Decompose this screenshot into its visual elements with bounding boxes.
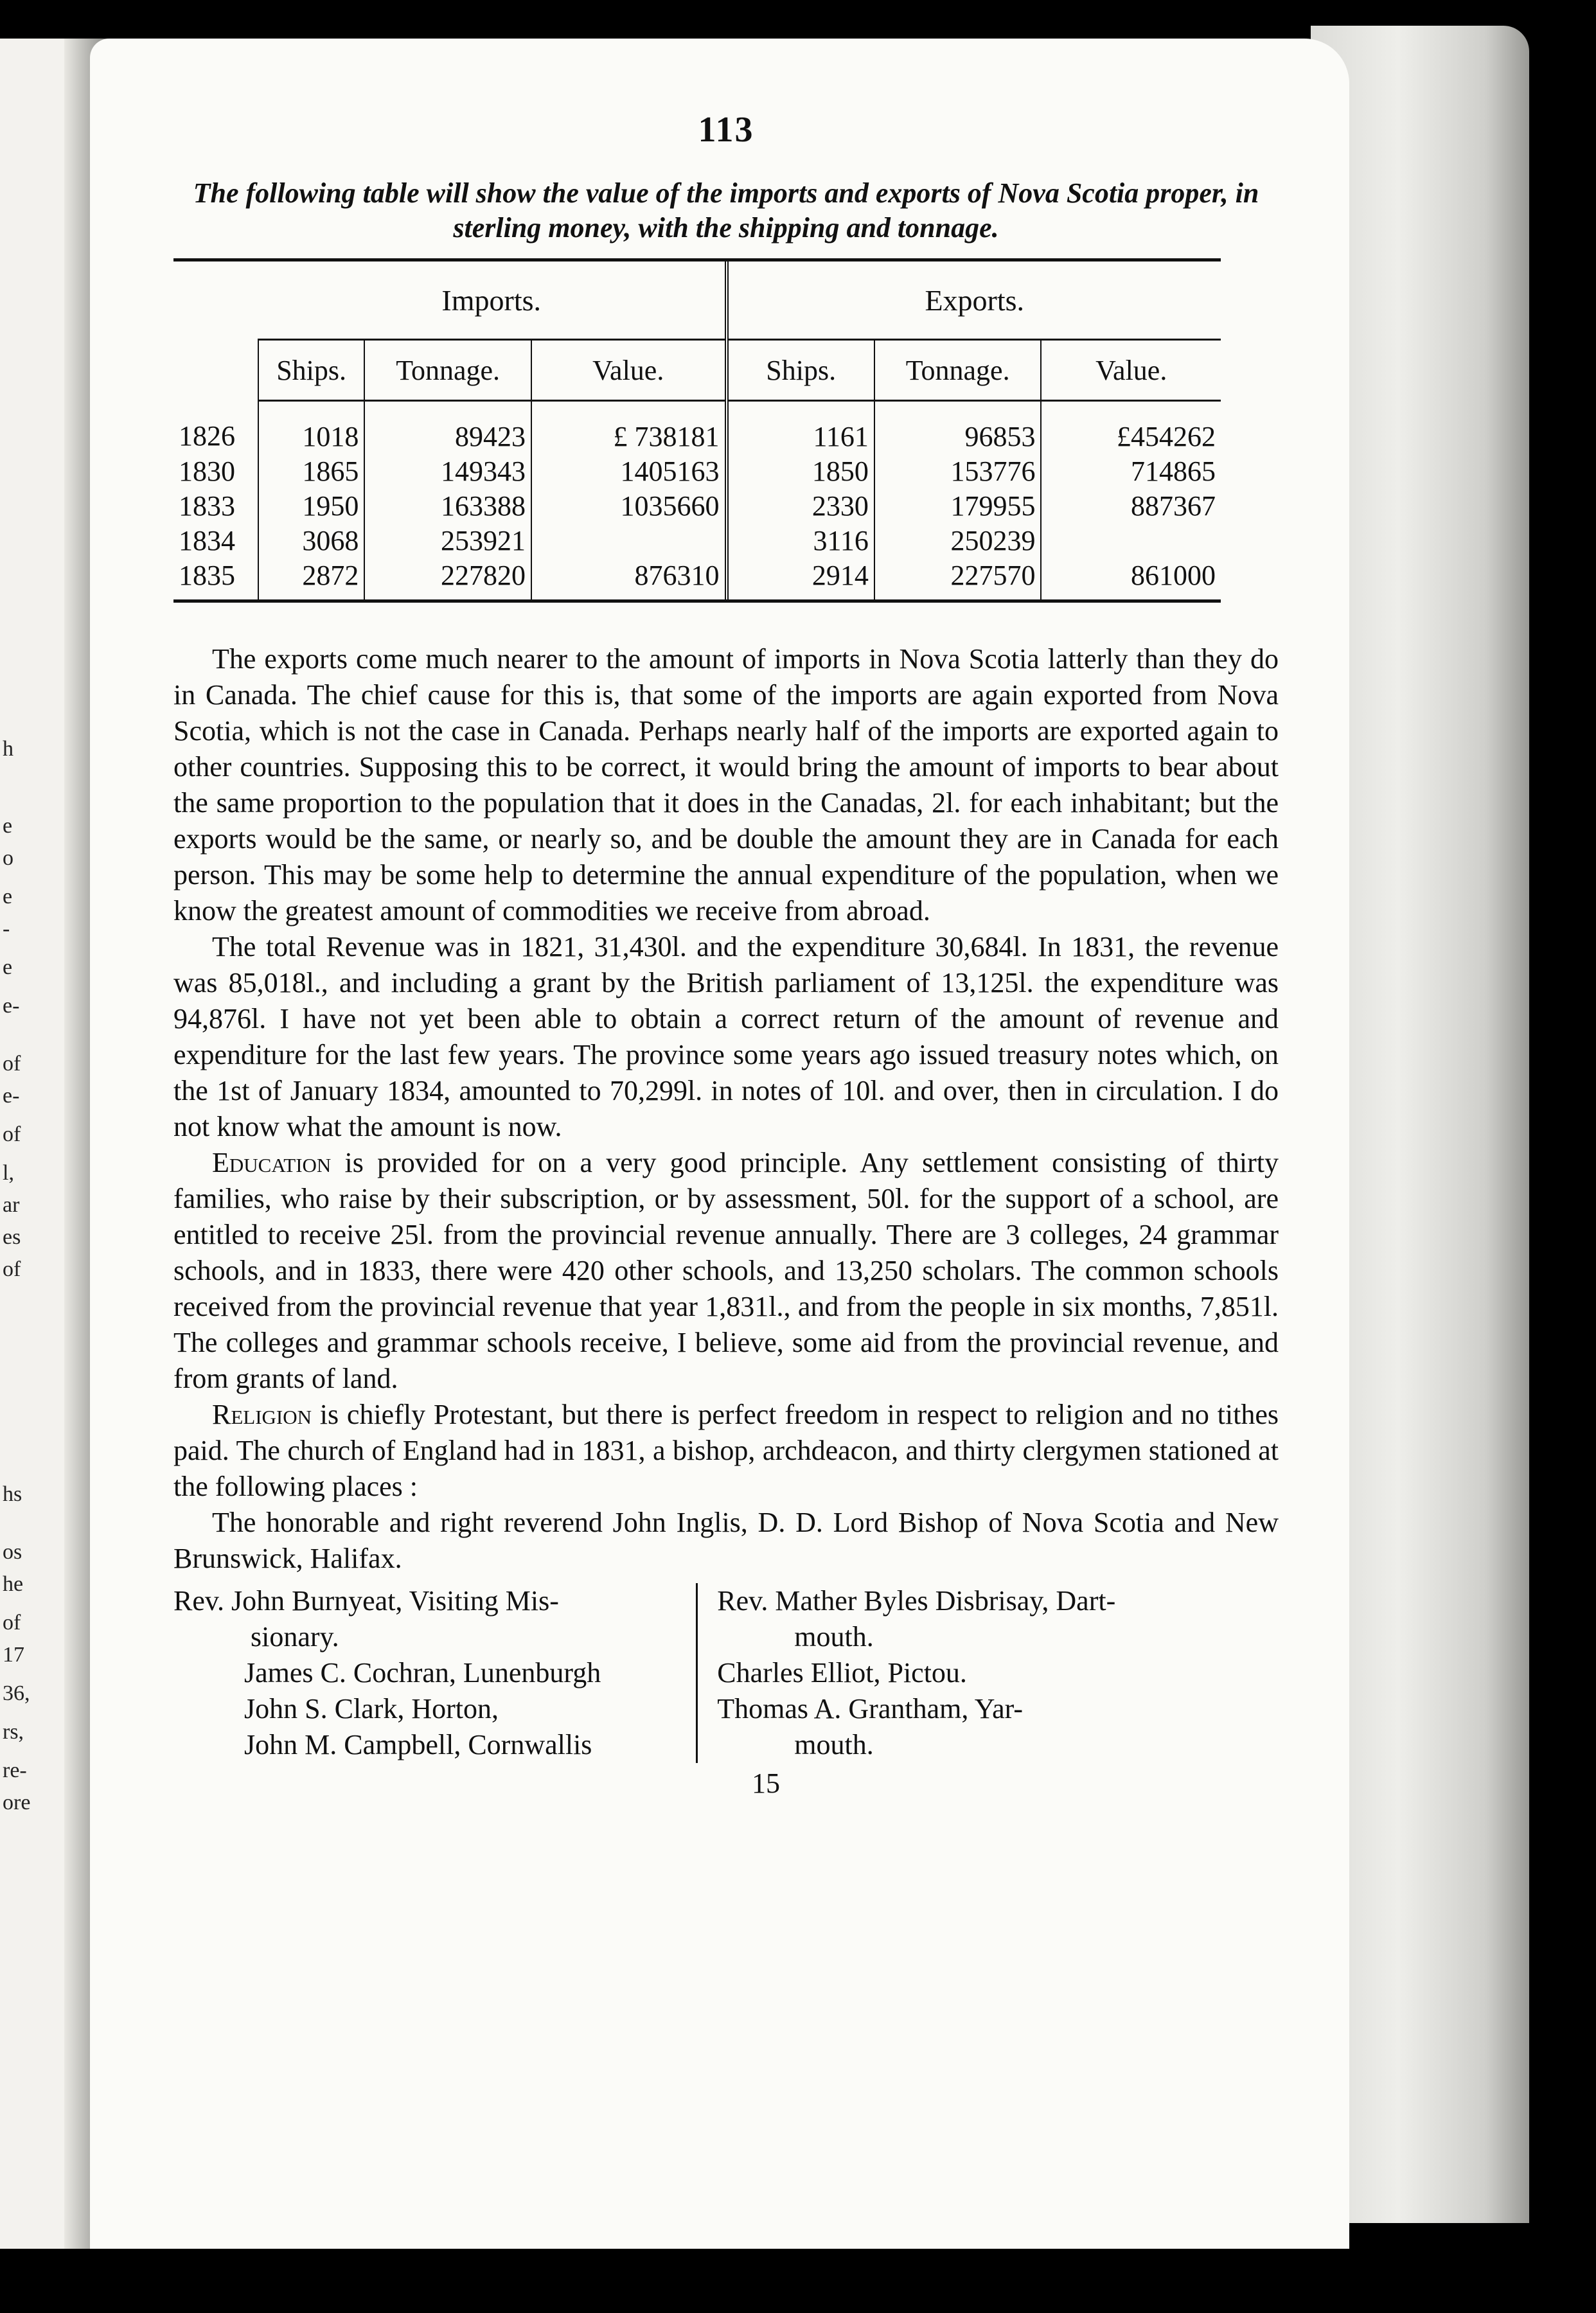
cell-year: 1830 — [179, 456, 235, 487]
cell-imp-ships: 2872 — [258, 558, 364, 599]
margin-fragment: e — [3, 885, 13, 908]
clergy-name-continued: mouth. — [794, 1621, 874, 1653]
clergy-name-continued: mouth. — [794, 1729, 874, 1760]
margin-fragment: l, — [3, 1161, 14, 1185]
exports-header: Exports. — [727, 261, 1221, 340]
col-imp-tonnage: Tonnage. — [364, 340, 531, 401]
cell-imp-value: 1035660 — [531, 489, 727, 524]
margin-fragment: rs, — [3, 1720, 24, 1744]
cell-exp-tonnage: 227570 — [874, 558, 1042, 599]
imports-header: Imports. — [441, 283, 542, 317]
cell-imp-value: 876310 — [531, 558, 727, 599]
margin-fragment: e- — [3, 1084, 20, 1108]
col-exp-ships: Ships. — [727, 340, 874, 401]
cell-imp-ships: 3068 — [258, 524, 364, 558]
table-group-header — [173, 261, 1221, 340]
cell-exp-ships: 1161 — [727, 401, 874, 455]
cell-exp-tonnage: 153776 — [874, 454, 1042, 489]
table-caption: The following table will show the value of the imports and exports of Nova Scotia proper, in sterling money, with the shipping and tonnage. — [193, 177, 1259, 244]
clergy-name-continued: sionary. — [251, 1621, 339, 1653]
margin-fragment: re- — [3, 1759, 27, 1782]
margin-fragment: ore — [3, 1791, 31, 1814]
cell-exp-value: 861000 — [1041, 558, 1221, 599]
margin-fragment: of — [3, 1257, 21, 1281]
page-content — [173, 109, 1279, 1800]
cell-imp-value: £ 738181 — [531, 401, 727, 455]
clergy-entry — [717, 1583, 1221, 1655]
cell-exp-ships: 2330 — [727, 489, 874, 524]
cell-imp-tonnage: 253921 — [364, 524, 531, 558]
table-row — [173, 401, 1221, 455]
cell-exp-ships: 2914 — [727, 558, 874, 599]
paragraph-religion — [173, 1397, 1279, 1505]
education-text: is provided for on a very good principle. Any settlement consisting of thirty families, who raise by their subscription, or by assessment, 50l. for the support of a school, are entitled to receive 25l. from the provincial revenue annually. There are 3 colleges, 24 grammar schools, and in 1833, there were 420 other schools, and 13,250 scholars. The common schools received from the provincial revenue that year 1,831l., and from the people in six months, 7,851l. The colleges and grammar schools receive, I believe, some aid from the provincial revenue, and from grants of land. — [173, 1147, 1279, 1394]
margin-fragment: of — [3, 1611, 21, 1635]
cell-imp-tonnage: 227820 — [364, 558, 531, 599]
margin-fragment: es — [3, 1225, 21, 1249]
margin-fragment: ar — [3, 1193, 20, 1217]
cell-exp-ships: 3116 — [727, 524, 874, 558]
margin-fragment: of — [3, 1122, 21, 1146]
clergy-entry — [173, 1727, 689, 1763]
margin-fragment: h — [3, 737, 13, 761]
cell-imp-tonnage: 163388 — [364, 489, 531, 524]
clergy-entry — [173, 1655, 689, 1691]
table-body — [173, 401, 1221, 600]
clergy-name: John S. Clark, Horton, — [244, 1693, 499, 1724]
margin-fragment: 17 — [3, 1643, 24, 1667]
clergy-entry — [717, 1691, 1221, 1763]
margin-fragment: hs — [3, 1482, 22, 1506]
margin-fragment: 36, — [3, 1681, 30, 1705]
margin-fragment: e — [3, 814, 13, 838]
table-row — [173, 489, 1221, 524]
cell-exp-ships: 1850 — [727, 454, 874, 489]
cell-exp-tonnage: 250239 — [874, 524, 1042, 558]
clergy-list-left — [173, 1583, 698, 1763]
cell-exp-tonnage: 96853 — [874, 401, 1042, 455]
clergy-entry — [173, 1691, 689, 1727]
cell-exp-tonnage: 179955 — [874, 489, 1042, 524]
cell-imp-ships: 1018 — [258, 401, 364, 455]
margin-fragment: os — [3, 1540, 22, 1564]
page-number: 113 — [698, 110, 754, 150]
trade-table — [173, 261, 1221, 599]
margin-fragment: he — [3, 1572, 24, 1596]
cell-exp-value: 714865 — [1041, 454, 1221, 489]
cell-exp-value: 887367 — [1041, 489, 1221, 524]
margin-fragment: - — [3, 917, 10, 941]
clergy-name: John M. Campbell, Cornwallis — [244, 1729, 592, 1760]
table-bottom-rule — [173, 599, 1221, 603]
clergy-name: James C. Cochran, Lunenburgh — [244, 1657, 601, 1688]
cell-imp-tonnage: 89423 — [364, 401, 531, 455]
education-lead: Education — [212, 1147, 332, 1178]
table-row — [173, 454, 1221, 489]
signature-mark: 15 — [752, 1768, 780, 1799]
religion-lead: Religion — [212, 1399, 312, 1430]
table-column-header — [173, 340, 1221, 401]
clergy-entry — [173, 1583, 689, 1655]
clergy-name: Rev. John Burnyeat, Visiting Mis- — [173, 1585, 559, 1617]
margin-fragment: o — [3, 846, 13, 870]
cell-imp-ships: 1865 — [258, 454, 364, 489]
margin-fragment: e- — [3, 994, 20, 1018]
paragraph-education — [173, 1145, 1279, 1397]
clergy-name: Charles Elliot, Pictou. — [717, 1657, 967, 1688]
cell-year: 1835 — [179, 560, 235, 591]
clergy-list — [173, 1583, 1221, 1763]
col-imp-value: Value. — [531, 340, 727, 401]
table-row — [173, 558, 1221, 599]
paragraph-bishop: The honorable and right reverend John Inglis, D. D. Lord Bishop of Nova Scotia and New Brunswick, Halifax. — [173, 1507, 1279, 1574]
body-text — [173, 641, 1279, 1577]
margin-fragment: of — [3, 1052, 21, 1076]
col-exp-value: Value. — [1041, 340, 1221, 401]
cell-imp-value: 1405163 — [531, 454, 727, 489]
col-exp-tonnage: Tonnage. — [874, 340, 1042, 401]
cell-year: 1826 — [179, 420, 235, 452]
cell-imp-ships: 1950 — [258, 489, 364, 524]
religion-text: is chiefly Protestant, but there is perfect freedom in respect to religion and no tithes paid. The church of England had in 1831, a bishop, archdeacon, and thirty clergymen stationed at the following places : — [173, 1399, 1279, 1502]
margin-fragment: e — [3, 955, 13, 979]
cell-year: 1834 — [179, 525, 235, 556]
cell-exp-value: £454262 — [1041, 401, 1221, 455]
clergy-list-right — [698, 1583, 1221, 1763]
paragraph-revenue: The total Revenue was in 1821, 31,430l. and the expenditure 30,684l. In 1831, the revenue was 85,018l., and including a grant by the British parliament of 13,125l. the expenditure was 94,876l. I have not yet been able to obtain a correct return of the amount of revenue and expenditure for the last few years. The province some years ago issued treasury notes which, on the 1st of January 1834, amounted to 70,299l. in notes of 10l. and over, then in circulation. I do not know what the amount is now. — [173, 931, 1279, 1142]
clergy-entry — [717, 1655, 1221, 1691]
col-imp-ships: Ships. — [258, 340, 364, 401]
paragraph-trade: The exports come much nearer to the amount of imports in Nova Scotia latterly than they do in Canada. The chief cause for this is, that some of the imports are again exported from Nova Scotia, which is not the case in Canada. Perhaps nearly half of the imports are exported again to other countries. Supposing this to be correct, it would bring the amount of imports to bear about the same proportion to the population that it does in the Canadas, 2l. for each inhabitant; but the exports would be the same, or nearly so, and be double the amount they are in Canada for each person. This may be some help to determine the annual expenditure of the population, when we know the greatest amount of commodities we receive from abroad. — [173, 643, 1279, 926]
clergy-name: Rev. Mather Byles Disbrisay, Dart- — [717, 1585, 1116, 1617]
table-row — [173, 524, 1221, 558]
cell-imp-value — [531, 524, 727, 558]
cell-year: 1833 — [179, 490, 235, 522]
cell-exp-value — [1041, 524, 1221, 558]
cell-imp-tonnage: 149343 — [364, 454, 531, 489]
clergy-name: Thomas A. Grantham, Yar- — [717, 1693, 1024, 1724]
